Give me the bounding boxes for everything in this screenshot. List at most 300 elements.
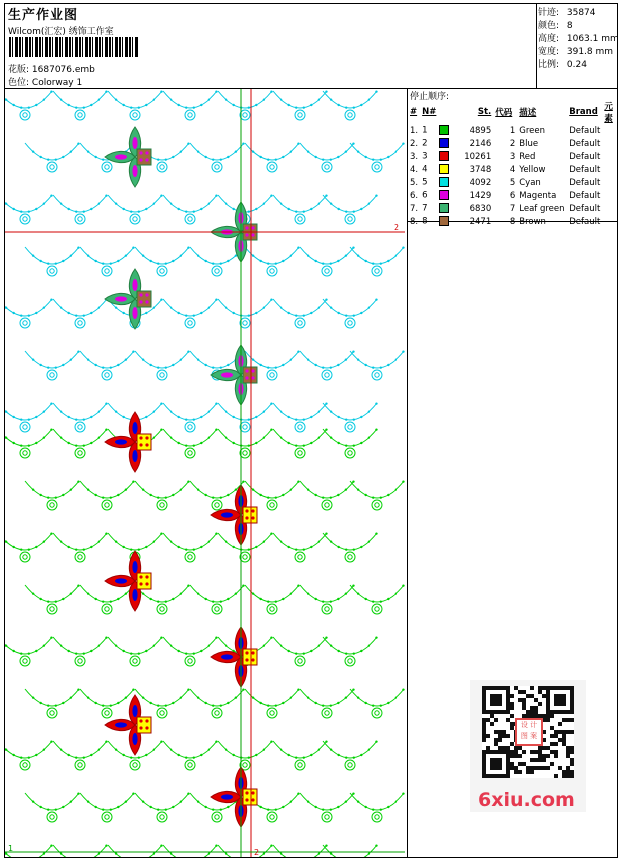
- lace-dot: [197, 488, 199, 490]
- lace-dot: [20, 548, 22, 550]
- qr-module: [502, 730, 506, 734]
- lace-dot: [145, 312, 147, 314]
- lace-dot: [200, 312, 202, 314]
- lace-dot: [227, 598, 229, 600]
- lace-dot: [180, 358, 182, 360]
- lace-dot: [60, 540, 62, 542]
- lace-dot: [122, 208, 124, 210]
- lace-dot: [270, 402, 272, 404]
- lace-dot: [252, 150, 254, 152]
- qr-module: [522, 698, 526, 702]
- lace-dot: [75, 418, 77, 420]
- lace-dot: [345, 358, 347, 360]
- lace-dot: [50, 402, 52, 404]
- row-code: 3: [509, 151, 516, 162]
- lace-dot: [337, 546, 339, 548]
- lace-dot: [295, 106, 297, 108]
- lace-dot: [102, 366, 104, 368]
- lace-dot: [318, 436, 320, 438]
- lace-dot: [197, 696, 199, 698]
- lace-dot: [70, 358, 72, 360]
- lace-dot: [345, 756, 347, 758]
- lace-dot: [270, 740, 272, 742]
- lace-dot: [60, 644, 62, 646]
- lace-ring: [75, 318, 85, 328]
- lace-dot: [375, 298, 377, 300]
- lace-dot: [208, 202, 210, 204]
- row-element: [602, 163, 620, 176]
- lace-dot: [372, 496, 374, 498]
- lace-dot: [5, 540, 7, 542]
- lace-ring: [372, 500, 382, 510]
- lace-dot: [252, 488, 254, 490]
- lace-ring: [105, 607, 109, 611]
- lace-dot: [142, 254, 144, 256]
- lace-dot: [220, 366, 222, 368]
- lace-dot: [310, 546, 312, 548]
- lace-dot: [60, 306, 62, 308]
- lace-dot: [255, 416, 257, 418]
- row-index: 5.: [410, 177, 419, 188]
- lace-dot: [270, 636, 272, 638]
- needle-number: 3: [422, 151, 428, 162]
- lace-dot: [325, 298, 327, 300]
- lace-ring: [185, 448, 195, 458]
- lace-dot: [215, 844, 217, 846]
- lace-ring: [345, 448, 355, 458]
- lace-ring: [215, 503, 219, 507]
- cluster-dot: [139, 436, 142, 439]
- lace-dot: [32, 150, 34, 152]
- qr-module: [522, 750, 526, 754]
- lace-dot: [172, 702, 174, 704]
- qr-module: [510, 766, 514, 770]
- lace-dot: [368, 98, 370, 100]
- lace-ring: [270, 269, 274, 273]
- lace-dot: [352, 584, 354, 586]
- lace-dot: [227, 806, 229, 808]
- lace-dot: [170, 540, 172, 542]
- lace-dot: [303, 418, 305, 420]
- lace-dot: [325, 740, 327, 742]
- qr-module: [526, 766, 530, 770]
- lace-ring: [298, 321, 302, 325]
- lace-dot: [275, 262, 277, 264]
- qr-module: [542, 766, 546, 770]
- lace-dot: [318, 540, 320, 542]
- qr-module: [510, 742, 514, 746]
- lace-dot: [314, 364, 316, 366]
- lace-dot: [368, 748, 370, 750]
- qr-module: [554, 730, 558, 734]
- lace-dot: [160, 428, 162, 430]
- row-description: Magenta: [519, 190, 557, 201]
- lace-dot: [360, 416, 362, 418]
- lace-ring: [133, 659, 137, 663]
- lace-dot: [225, 436, 227, 438]
- lace-dot: [345, 106, 347, 108]
- lace-dot: [322, 808, 324, 810]
- lace-dot: [322, 600, 324, 602]
- lace-dot: [225, 852, 227, 854]
- lace-dot: [232, 546, 234, 548]
- lace-dot: [232, 416, 234, 418]
- lace-dot: [87, 800, 89, 802]
- lace-dot: [387, 156, 389, 158]
- row-brand: Default: [569, 151, 601, 162]
- qr-module: [538, 746, 542, 750]
- lace-dot: [160, 740, 162, 742]
- design-value: 1687076.emb: [31, 65, 95, 75]
- lace-ring: [105, 165, 109, 169]
- lace-ring: [295, 448, 305, 458]
- row-stitches: 1429: [469, 190, 492, 201]
- lace-dot: [32, 800, 34, 802]
- lace-dot: [212, 366, 214, 368]
- lace-dot: [170, 852, 172, 854]
- lace-dot: [314, 260, 316, 262]
- lace-ring: [130, 656, 140, 666]
- qr-module: [554, 742, 558, 746]
- color-swatch: [439, 164, 449, 174]
- lace-dot: [212, 600, 214, 602]
- row-stitches: 2146: [469, 138, 492, 149]
- lace-ring: [102, 500, 112, 510]
- lace-dot: [153, 644, 155, 646]
- lace-dot: [157, 496, 159, 498]
- lace-dot: [32, 254, 34, 256]
- lace-dot: [187, 688, 189, 690]
- lace-dot: [77, 142, 79, 144]
- lace-ring: [188, 425, 192, 429]
- lace-dot: [50, 740, 52, 742]
- lace-dot: [357, 696, 359, 698]
- lace-dot: [357, 254, 359, 256]
- lace-dot: [208, 306, 210, 308]
- lace-ring: [345, 422, 355, 432]
- lace-dot: [185, 756, 187, 758]
- flower-side-cluster: [137, 573, 151, 589]
- lace-ring: [47, 812, 57, 822]
- row-description: Leaf green: [519, 203, 565, 214]
- lace-dot: [145, 754, 147, 756]
- lace-dot: [177, 650, 179, 652]
- meta-label: 高度:: [538, 34, 560, 44]
- lace-dot: [330, 262, 332, 264]
- lace-dot: [50, 298, 52, 300]
- lace-ring: [348, 451, 352, 455]
- lace-ring: [102, 266, 112, 276]
- lace-ring: [157, 812, 167, 822]
- lace-dot: [360, 442, 362, 444]
- lace-dot: [160, 636, 162, 638]
- lace-dot: [193, 210, 195, 212]
- row-brand: Default: [569, 177, 601, 188]
- lace-ring: [47, 708, 57, 718]
- lace-ring: [270, 165, 274, 169]
- lace-dot: [372, 262, 374, 264]
- lace-dot: [117, 702, 119, 704]
- lace-dot: [77, 584, 79, 586]
- qr-module: [526, 770, 530, 774]
- lace-dot: [259, 364, 261, 366]
- lace-dot: [115, 748, 117, 750]
- lace-ring: [47, 162, 57, 172]
- lace-dot: [172, 494, 174, 496]
- lace-dot: [200, 208, 202, 210]
- lace-dot: [297, 584, 299, 586]
- lace-ring: [185, 760, 195, 770]
- meta-scale: [538, 57, 587, 70]
- petal-center: [115, 578, 127, 583]
- cluster-dot: [251, 651, 254, 654]
- row-description: Cyan: [519, 177, 541, 188]
- lace-dot: [290, 488, 292, 490]
- lace-dot: [345, 592, 347, 594]
- lace-dot: [395, 254, 397, 256]
- lace-ring: [345, 318, 355, 328]
- lace-dot: [282, 260, 284, 262]
- lace-dot: [200, 442, 202, 444]
- lace-dot: [387, 702, 389, 704]
- lace-dot: [290, 592, 292, 594]
- qr-module: [550, 742, 554, 746]
- qr-module: [518, 746, 522, 750]
- lace-ring: [322, 604, 332, 614]
- lace-dot: [132, 480, 134, 482]
- lace-dot: [287, 416, 289, 418]
- qr-module: [566, 754, 570, 758]
- lace-dot: [368, 644, 370, 646]
- lace-dot: [102, 808, 104, 810]
- cluster-dot: [251, 509, 254, 512]
- lace-ring: [267, 500, 277, 510]
- lace-dot: [280, 436, 282, 438]
- lace-dot: [142, 592, 144, 594]
- lace-dot: [117, 364, 119, 366]
- cluster-dot: [251, 369, 254, 372]
- qr-module: [514, 766, 518, 770]
- lace-dot: [39, 598, 41, 600]
- lace-dot: [98, 306, 100, 308]
- lace-dot: [290, 800, 292, 802]
- needle-number: 8: [422, 216, 428, 227]
- lace-ring: [215, 607, 219, 611]
- lace-dot: [204, 364, 206, 366]
- row-description: Blue: [519, 138, 539, 149]
- table-row: [408, 202, 620, 215]
- lace-dot: [47, 262, 49, 264]
- lace-dot: [295, 314, 297, 316]
- lace-dot: [145, 104, 147, 106]
- lace-dot: [295, 756, 297, 758]
- lace-ring: [348, 113, 352, 117]
- lace-dot: [267, 808, 269, 810]
- lace-dot: [252, 358, 254, 360]
- lace-ring: [105, 269, 109, 273]
- lace-dot: [149, 598, 151, 600]
- lace-dot: [352, 480, 354, 482]
- lace-dot: [130, 756, 132, 758]
- lace-dot: [227, 494, 229, 496]
- qr-module: [530, 706, 534, 710]
- qr-module: [550, 750, 554, 754]
- lace-dot: [387, 494, 389, 496]
- lace-dot: [345, 314, 347, 316]
- lace-dot: [337, 208, 339, 210]
- lace-dot: [130, 652, 132, 654]
- lace-ring: [185, 318, 195, 328]
- lace-dot: [67, 208, 69, 210]
- lace-dot: [303, 314, 305, 316]
- lace-ring: [20, 760, 30, 770]
- lace-dot: [204, 156, 206, 158]
- lace-dot: [380, 600, 382, 602]
- lace-dot: [125, 358, 127, 360]
- lace-dot: [287, 104, 289, 106]
- qr-module: [522, 706, 526, 710]
- lace-dot: [98, 644, 100, 646]
- lace-ring: [102, 604, 112, 614]
- lace-dot: [267, 496, 269, 498]
- lace-dot: [157, 600, 159, 602]
- lace-ring: [75, 422, 85, 432]
- lace-dot: [125, 800, 127, 802]
- lace-dot: [330, 496, 332, 498]
- lace-dot: [255, 312, 257, 314]
- cluster-dot: [245, 658, 248, 661]
- lace-dot: [193, 314, 195, 316]
- lace-dot: [185, 106, 187, 108]
- stop-sequence-table: [408, 100, 620, 228]
- lace-dot: [77, 480, 79, 482]
- lace-dot: [364, 260, 366, 262]
- qr-module: [494, 742, 498, 746]
- lace-dot: [110, 496, 112, 498]
- lace-dot: [70, 254, 72, 256]
- lace-dot: [368, 540, 370, 542]
- flower-side-cluster: [137, 149, 151, 165]
- lace-dot: [197, 592, 199, 594]
- lace-dot: [87, 358, 89, 360]
- lace-dot: [375, 402, 377, 404]
- lace-ring: [345, 110, 355, 120]
- lace-ring: [298, 113, 302, 117]
- lace-dot: [105, 844, 107, 846]
- lace-dot: [197, 150, 199, 152]
- lace-scallop: [53, 845, 107, 857]
- lace-dot: [310, 104, 312, 106]
- lace-dot: [395, 358, 397, 360]
- lace-dot: [212, 158, 214, 160]
- lace-dot: [90, 442, 92, 444]
- col-index: #: [410, 107, 418, 117]
- lace-dot: [149, 260, 151, 262]
- lace-dot: [20, 106, 22, 108]
- lace-ring: [243, 425, 247, 429]
- lace-dot: [255, 754, 257, 756]
- row-code: 1: [509, 125, 516, 136]
- petal-center: [132, 165, 137, 177]
- lace-dot: [402, 688, 404, 690]
- lace-dot: [5, 852, 7, 854]
- lace-dot: [227, 364, 229, 366]
- lace-dot: [353, 756, 355, 758]
- lace-dot: [275, 366, 277, 368]
- lace-dot: [43, 436, 45, 438]
- lace-ring: [185, 552, 195, 562]
- row-stitches: 3748: [469, 164, 492, 175]
- lace-dot: [375, 194, 377, 196]
- lace-dot: [39, 806, 41, 808]
- qr-module: [514, 686, 518, 690]
- lace-ring: [322, 500, 332, 510]
- lace-dot: [60, 98, 62, 100]
- qr-module: [534, 710, 538, 714]
- lace-dot: [322, 158, 324, 160]
- lace-dot: [330, 410, 332, 412]
- lace-ring: [325, 815, 329, 819]
- lace-dot: [125, 254, 127, 256]
- petal-center: [221, 794, 233, 799]
- col-description: 描述: [519, 108, 537, 118]
- lace-ring: [23, 451, 27, 455]
- lace-dot: [402, 350, 404, 352]
- stop-sequence-title: 停止顺序:: [410, 92, 450, 102]
- lace-ring: [348, 555, 352, 559]
- lace-dot: [5, 644, 7, 646]
- lace-dot: [35, 442, 37, 444]
- lace-dot: [145, 208, 147, 210]
- qr-module: [570, 718, 574, 722]
- lace-dot: [187, 350, 189, 352]
- header-divider: [536, 3, 537, 89]
- row-element: [602, 202, 620, 215]
- qr-module: [518, 770, 522, 774]
- lace-dot: [185, 652, 187, 654]
- lace-dot: [380, 262, 382, 264]
- lace-dot: [32, 592, 34, 594]
- qr-module: [486, 718, 490, 722]
- lace-ring: [298, 217, 302, 221]
- lace-dot: [62, 806, 64, 808]
- lace-dot: [310, 442, 312, 444]
- qr-module: [490, 714, 494, 718]
- lace-dot: [208, 540, 210, 542]
- lace-ring: [243, 113, 247, 117]
- lace-ring: [348, 659, 352, 663]
- lace-ring: [243, 321, 247, 325]
- lace-dot: [98, 98, 100, 100]
- qr-module: [538, 766, 542, 770]
- lace-dot: [372, 158, 374, 160]
- meta-value: 1063.1 mm: [566, 34, 619, 44]
- lace-dot: [20, 652, 22, 654]
- lace-dot: [307, 488, 309, 490]
- lace-dot: [94, 598, 96, 600]
- lace-dot: [170, 410, 172, 412]
- lace-dot: [235, 150, 237, 152]
- lace-dot: [12, 754, 14, 756]
- lace-dot: [402, 480, 404, 482]
- lace-dot: [345, 418, 347, 420]
- lace-dot: [263, 748, 265, 750]
- lace-dot: [303, 106, 305, 108]
- lace-dot: [232, 312, 234, 314]
- lace-dot: [170, 98, 172, 100]
- design-info: [8, 62, 95, 75]
- qr-module: [550, 714, 554, 718]
